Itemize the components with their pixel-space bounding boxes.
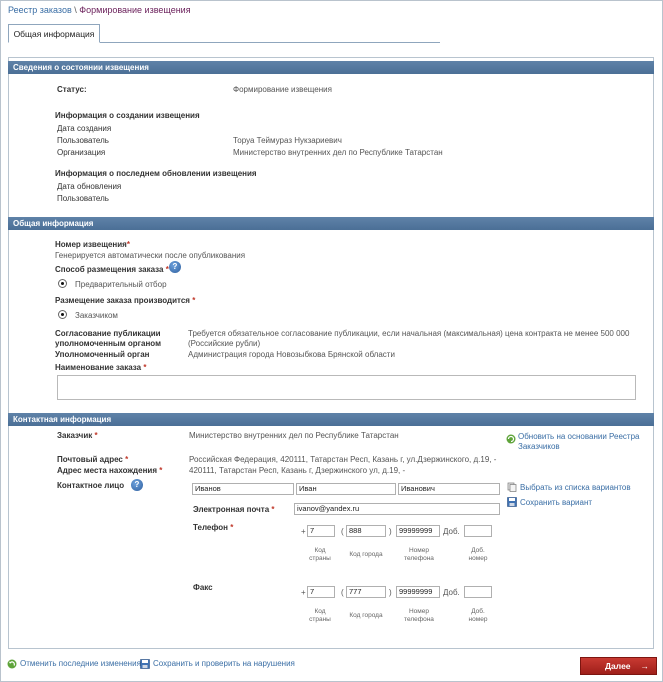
phone-paren-close: ) bbox=[389, 527, 392, 536]
placement-label bbox=[55, 296, 195, 305]
required-star: * bbox=[165, 265, 169, 274]
help-icon[interactable]: ? bbox=[131, 479, 143, 491]
postal-label bbox=[57, 455, 128, 464]
phone-paren-open: ( bbox=[341, 527, 344, 536]
breadcrumb-separator: \ bbox=[74, 5, 77, 15]
required-star: * bbox=[143, 363, 147, 372]
creation-date-label: Дата создания bbox=[57, 124, 112, 133]
update-from-registry-link-line2[interactable]: Заказчиков bbox=[518, 442, 560, 451]
sub-label: Код bbox=[314, 608, 326, 615]
placement-radio[interactable] bbox=[58, 310, 67, 319]
help-icon[interactable]: ? bbox=[169, 261, 181, 273]
fax-paren-close: ) bbox=[389, 588, 392, 597]
placement-value: Заказчиком bbox=[75, 311, 118, 320]
tab-general-info[interactable]: Общая информация bbox=[8, 24, 100, 43]
notice-number-hint: Генерируется автоматически после опубликования bbox=[55, 251, 246, 260]
sub-label: телефона bbox=[404, 555, 434, 562]
method-radio[interactable] bbox=[58, 279, 67, 288]
fax-sub-country bbox=[303, 608, 337, 624]
location-label bbox=[57, 466, 162, 475]
update-info-title: Информация о последнем обновлении извещения bbox=[55, 169, 257, 178]
authority-label: Уполномоченный орган bbox=[55, 350, 150, 359]
fax-label: Факс bbox=[193, 583, 213, 592]
fax-sub-number bbox=[396, 608, 442, 624]
phone-label bbox=[193, 523, 233, 532]
email-label-text: Электронная почта bbox=[193, 505, 270, 514]
authority-value: Администрация города Новозыбкова Брянской области bbox=[188, 350, 395, 359]
phone-label-text: Телефон bbox=[193, 523, 228, 532]
save-and-check-link[interactable]: Сохранить и проверить на нарушения bbox=[153, 659, 295, 668]
order-name-textarea[interactable] bbox=[57, 375, 636, 400]
list-icon[interactable] bbox=[507, 482, 517, 492]
postal-label-text: Почтовый адрес bbox=[57, 455, 123, 464]
creation-org-value: Министерство внутренних дел по Республике Татарстан bbox=[233, 148, 443, 157]
email-input[interactable]: ivanov@yandex.ru bbox=[294, 503, 500, 515]
required-star: * bbox=[159, 466, 163, 475]
breadcrumb-registry-link[interactable]: Реестр заказов bbox=[8, 5, 72, 15]
next-button-label: Далее bbox=[605, 661, 631, 671]
approval-label-line1: Согласование публикации bbox=[55, 329, 161, 338]
sub-label: Доб. bbox=[471, 608, 485, 615]
order-name-label-text: Наименование заказа bbox=[55, 363, 142, 372]
postal-value: Российская Федерация, 420111, Татарстан Респ, Казань г, ул.Дзержинского, д.19, - bbox=[189, 455, 497, 464]
update-user-label: Пользователь bbox=[57, 194, 109, 203]
phone-sub-country bbox=[303, 547, 337, 563]
customer-label bbox=[57, 431, 98, 440]
fax-country-input[interactable]: 7 bbox=[307, 586, 335, 598]
required-star: * bbox=[125, 455, 129, 464]
fax-number-input[interactable]: 99999999 bbox=[396, 586, 440, 598]
sub-label: телефона bbox=[404, 616, 434, 623]
email-label bbox=[193, 505, 275, 514]
notice-number-label-text: Номер извещения bbox=[55, 240, 127, 249]
creation-user-label: Пользователь bbox=[57, 136, 109, 145]
phone-ext-label: Доб. bbox=[443, 527, 460, 536]
method-label-text: Способ размещения заказа bbox=[55, 265, 164, 274]
phone-city-input[interactable]: 888 bbox=[346, 525, 386, 537]
location-label-text: Адрес места нахождения bbox=[57, 466, 157, 475]
approval-text-line1: Требуется обязательное согласование публикации, если начальная (максимальная) цена контракта не менее 500 000 bbox=[188, 329, 630, 338]
status-label: Статус: bbox=[57, 85, 87, 94]
contact-person-label: Контактное лицо bbox=[57, 481, 125, 490]
undo-icon[interactable] bbox=[7, 659, 17, 669]
creation-org-label: Организация bbox=[57, 148, 106, 157]
fax-paren-open: ( bbox=[341, 588, 344, 597]
save-variant-link[interactable]: Сохранить вариант bbox=[520, 498, 593, 507]
save-icon[interactable] bbox=[140, 659, 150, 669]
required-star: * bbox=[230, 523, 234, 532]
approval-text-line2: (Российские рубли) bbox=[188, 339, 261, 348]
section-header-general: Общая информация bbox=[8, 217, 654, 230]
customer-label-text: Заказчик bbox=[57, 431, 93, 440]
required-star: * bbox=[94, 431, 98, 440]
update-date-label: Дата обновления bbox=[57, 182, 122, 191]
breadcrumb-current: Формирование извещения bbox=[79, 5, 191, 15]
sub-label: Номер bbox=[408, 608, 429, 615]
placement-label-text: Размещение заказа производится bbox=[55, 296, 190, 305]
refresh-icon[interactable] bbox=[506, 434, 516, 444]
phone-sub-number bbox=[396, 547, 442, 563]
fax-ext-label: Доб. bbox=[443, 588, 460, 597]
arrow-right-icon: → bbox=[640, 661, 649, 671]
phone-plus: + bbox=[301, 527, 306, 536]
save-icon[interactable] bbox=[507, 497, 517, 507]
sub-label: страны bbox=[309, 555, 331, 562]
required-star: * bbox=[192, 296, 196, 305]
fax-city-input[interactable]: 777 bbox=[346, 586, 386, 598]
sub-label: страны bbox=[309, 616, 331, 623]
fax-plus: + bbox=[301, 588, 306, 597]
required-star: * bbox=[271, 505, 275, 514]
sub-label: Код bbox=[314, 547, 326, 554]
phone-ext-input[interactable] bbox=[464, 525, 492, 537]
sub-label: Номер bbox=[408, 547, 429, 554]
status-value: Формирование извещения bbox=[233, 85, 332, 94]
last-name-input[interactable]: Иванов bbox=[192, 483, 294, 495]
method-value: Предварительный отбор bbox=[75, 280, 167, 289]
location-value: 420111, Татарстан Респ, Казань г, Дзержинского ул, д.19, - bbox=[189, 466, 406, 475]
sub-label: Доб. bbox=[471, 547, 485, 554]
sub-label: номер bbox=[468, 616, 488, 623]
fax-ext-input[interactable] bbox=[464, 586, 492, 598]
phone-sub-ext bbox=[462, 547, 494, 563]
order-name-label bbox=[55, 363, 146, 372]
fax-sub-ext bbox=[462, 608, 494, 624]
update-from-registry-link[interactable]: Обновить на основании Реестра bbox=[518, 432, 640, 441]
middle-name-input[interactable]: Иванович bbox=[398, 483, 500, 495]
sub-label: номер bbox=[468, 555, 488, 562]
next-button[interactable] bbox=[580, 657, 657, 675]
section-header-contact: Контактная информация bbox=[8, 413, 654, 426]
notice-number-label bbox=[55, 240, 130, 249]
first-name-input[interactable]: Иван bbox=[296, 483, 396, 495]
choose-variant-link[interactable]: Выбрать из списка вариантов bbox=[520, 483, 631, 492]
cancel-changes-link[interactable]: Отменить последние изменения bbox=[20, 659, 141, 668]
phone-country-input[interactable]: 7 bbox=[307, 525, 335, 537]
breadcrumb bbox=[8, 5, 191, 15]
fax-sub-city: Код города bbox=[349, 612, 383, 619]
method-label bbox=[55, 265, 169, 274]
phone-number-input[interactable]: 99999999 bbox=[396, 525, 440, 537]
customer-value: Министерство внутренних дел по Республике Татарстан bbox=[189, 431, 399, 440]
required-star: * bbox=[126, 240, 130, 249]
creation-user-value: Торуа Теймураз Нукзариевич bbox=[233, 136, 342, 145]
approval-label-line2: уполномоченным органом bbox=[55, 339, 161, 348]
creation-info-title: Информация о создании извещения bbox=[55, 111, 200, 120]
phone-sub-city: Код города bbox=[349, 551, 383, 558]
section-header-status: Сведения о состоянии извещения bbox=[8, 61, 654, 74]
